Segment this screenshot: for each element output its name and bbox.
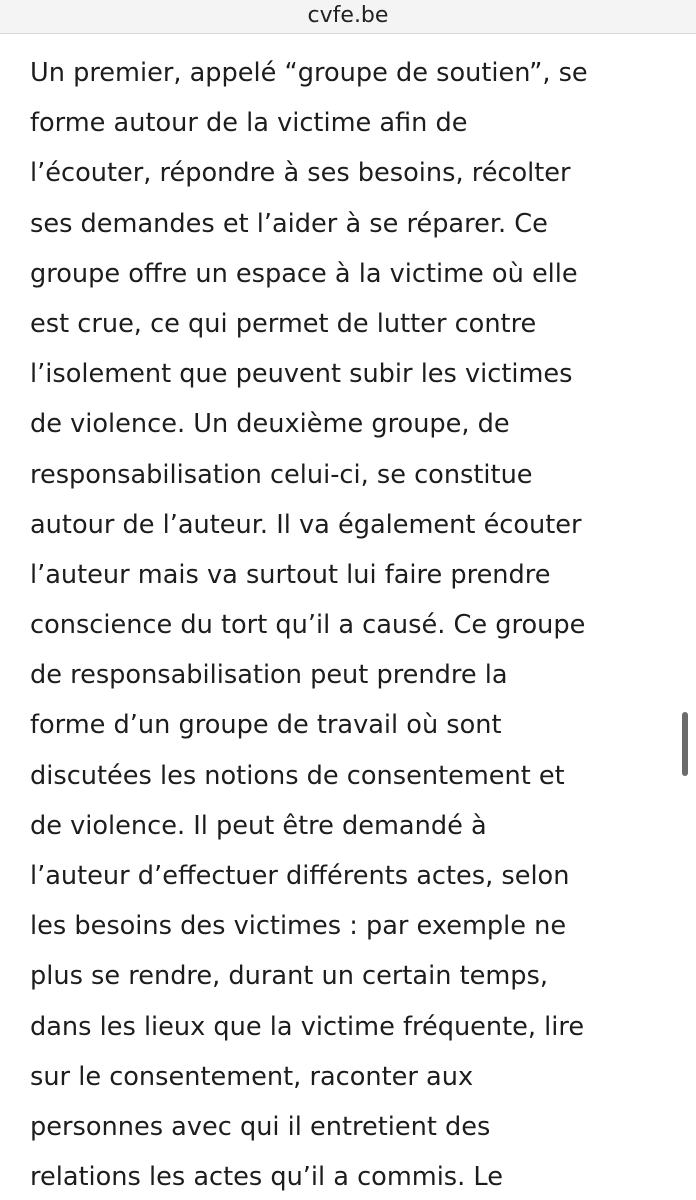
article-line: relations les actes qu’il a commis. Le: [30, 1162, 503, 1193]
article-line: groupe offre un espace à la victime où elle: [30, 258, 578, 289]
article-line: discutées les notions de consentement et: [30, 760, 565, 791]
article-line: ses demandes et l’aider à se réparer. Ce: [30, 208, 548, 239]
article-line: forme d’un groupe de travail où sont: [30, 710, 502, 741]
article-line: conscience du tort qu’il a causé. Ce groupe: [30, 610, 586, 641]
article-line: de violence. Il peut être demandé à: [30, 810, 487, 841]
article-line: l’écouter, répondre à ses besoins, récolter: [30, 158, 571, 189]
article-line: est crue, ce qui permet de lutter contre: [30, 308, 537, 339]
article-line: responsabilisation celui-ci, se constitue: [30, 459, 533, 490]
article-line: Un premier, appelé “groupe de soutien”, se: [30, 58, 588, 88]
article-line: les besoins des victimes : par exemple ne: [30, 911, 567, 942]
article-line: dans les lieux que la victime fréquente, lire: [30, 1011, 585, 1042]
article-body: [30, 48, 680, 1200]
article-line: forme autour de la victime afin de: [30, 108, 468, 139]
article-line: de responsabilisation peut prendre la: [30, 660, 508, 691]
article-line: de violence. Un deuxième groupe, de: [30, 409, 510, 440]
article-line: l’auteur d’effectuer différents actes, selon: [30, 861, 570, 891]
article-line: sur le consentement, raconter aux: [30, 1061, 474, 1092]
article-line: personnes avec qui il entretient des: [30, 1111, 491, 1142]
article-line: l’isolement que peuvent subir les victimes: [30, 359, 573, 390]
address-bar[interactable]: [0, 0, 696, 34]
scroll-indicator[interactable]: [682, 712, 688, 776]
article-line: l’auteur mais va surtout lui faire prendre: [30, 559, 551, 590]
url-domain[interactable]: cvfe.be: [307, 3, 389, 28]
article-line: autour de l’auteur. Il va également écouter: [30, 509, 582, 540]
article-line: plus se rendre, durant un certain temps,: [30, 961, 549, 992]
